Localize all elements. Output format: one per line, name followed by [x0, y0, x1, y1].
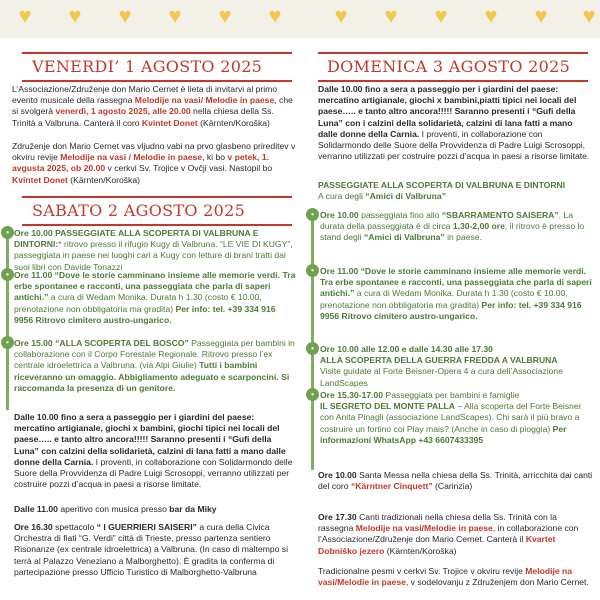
sat-paragraph-2: Dalle 11.00 aperitivo con musica presso bar da Miky	[14, 504, 217, 514]
green-bar	[6, 230, 9, 410]
heart-icon: ♥	[582, 3, 596, 28]
pin-icon: •	[1, 268, 14, 281]
sun-paragraph-1: Dalle 10.00 fino a sera a passeggio per i giardini del paese: mercatino artigianale, giochi x bambini,piatti tipici nei locali del paese….. e tanto altro ancora!!!!! Saranno presenti i “Gufi della Luna” con i calzini della solidarietà, calzini di lana fatti a mano dalle donne della Carnia. I proventi, in collaborazione con Solidarmondo delle Suore della Provvidenza di Padre Luigi Scrosoppi, verranno utilizzati per costruire pozzi d’acqua in paesi a risorse limitate.	[318, 84, 590, 162]
friday-title: VENERDI’ 1 AGOSTO 2025	[32, 57, 263, 76]
pin-icon: •	[306, 342, 319, 355]
saturday-title: SABATO 2 AGOSTO 2025	[32, 201, 246, 220]
sat-event-1: Ore 10.00 PASSEGGIATE ALLA SCOPERTA DI VALBRUNA E DINTORNI:* ritrovo presso il rifugio Kugy di Valbruna. “LE VIE DI KUGY”, passeggiata in paese nei luoghi cari a Kugy con letture di brani tratti dai suoi libri con Davide Tonazzi	[14, 228, 293, 272]
pin-icon: •	[306, 388, 319, 401]
divider	[22, 224, 292, 226]
divider	[22, 52, 292, 54]
pin-icon: •	[306, 208, 319, 221]
heart-icon: ♥	[118, 3, 132, 28]
sun-event-2: Ore 11.00 “Dove le storie camminano insieme alle memorie verdi. Tra erbe spontanee e racconti, una passeggiata che parla di saperi antichi.” a cura di Wedam Monika. Durata h 1.30 (costo € 10.00, prenotazione non obbligatoria ma gradita) Per info: tel. +39 334 916 9956 Ritrovo cimitero austro-ungarico.	[320, 266, 592, 321]
heart-icon: ♥	[268, 3, 282, 28]
pin-icon: •	[1, 336, 14, 349]
sat-event-3: Ore 15.00 “ALLA SCOPERTA DEL BOSCO” Passeggiata per bambini in collaborazione con il Corpo Forestale Regionale. Ritrovo presso l’ex centrale idroelettrica a Valbruna. (via Alpi Giulie) Tutti i bambini riceveranno un omaggio. Abbigliamento adeguato e scarponcini. Si raccomanda la presenza di un genitore.	[14, 338, 295, 393]
heart-icon: ♥	[218, 3, 232, 28]
divider	[318, 52, 588, 54]
friday-slovenian-text: Združenje don Mario Cernet vas vljudno vabi na prvo glasbeno prireditev v okviru revije Melodije na vasi / Melodie in paese, ki bo v petek, 1. avgusta 2025, ob 20.00 v cerkvi Sv. Trojice v Ovčji vasi. Nastopil bo Kvintet Donet (Kärnten/Koroška)	[12, 141, 296, 185]
green-bar	[311, 210, 314, 470]
divider	[22, 196, 292, 198]
heart-icon: ♥	[534, 3, 548, 28]
heart-icon: ♥	[334, 3, 348, 28]
sun-section-subtitle: A cura degli “Amici di Valbruna”	[318, 191, 447, 201]
heart-icon: ♥	[384, 3, 398, 28]
hearts-decoration	[0, 3, 600, 28]
pin-icon: •	[306, 264, 319, 277]
sun-paragraph-2: Ore 10.00 Santa Messa nella chiesa della Ss. Trinità, arricchita dai canti del coro “Kärntner Cinquett” (Carinzia)	[318, 470, 593, 492]
sat-event-2: Ore 11.00 “Dove le storie camminano insieme alle memorie verdi. Tra erbe spontanee e racconti, una passeggiata che parla di saperi antichi.” a cura di Wedam Monika. Durata h 1.30 (costo € 10.00, prenotazione non obbligatoria ma gradita) Per info: tel. +39 334 916 9956 Ritrovo cimitero austro-ungarico.	[14, 270, 296, 325]
sunday-title: DOMENICA 3 AGOSTO 2025	[327, 57, 571, 76]
sun-paragraph-3: Ore 17.30 Canti tradizionali nella chiesa della Ss. Trinità con la rassegna Melodije na vasi/Melodie in paese, in collaborazione con l’Associazione/Združenje don Mario Cernet. Canterà il Kvartet Dobniško jezero (Kärnten/Koroška)	[318, 512, 579, 556]
sun-paragraph-4: Tradicionalne pesmi v cerkvi Sv. Trojice v okviru revije Melodije na vasi/Melodie in paese, v sodelovanju z Združenjem don Mario Cernet.	[318, 566, 589, 588]
heart-icon: ♥	[434, 3, 448, 28]
sun-event-3: Ore 10.00 alle 12.00 e dalle 14.30 alle 17.30 ALLA SCOPERTA DELLA GUERRA FREDDA A VALBRUNA Visite guidate al Forte Beisner-Opera 4 a cura dell’Associazione LandScapes	[320, 344, 563, 388]
sun-event-4: Ore 15.30-17.00 Passeggiata per bambini e famiglie IL SEGRETO DEL MONTE PALLA – Alla scoperta del Forte Beisner con Anita Pinagli (associazione LandScapes). Chi sarà il più bravo a costruire un fortino coi Play mais? (Anche in caso di pioggia) Per informazioni WhatsApp +43 6607433395	[320, 390, 582, 445]
divider	[318, 80, 588, 82]
sun-section-title: PASSEGGIATE ALLA SCOPERTA DI VALBRUNA E DINTORNI	[318, 180, 566, 190]
heart-icon: ♥	[484, 3, 498, 28]
heart-icon: ♥	[18, 3, 32, 28]
sat-paragraph-1: Dalle 10.00 fino a sera a passeggio per i giardini del paese: mercatino artigianale, giochi x bambini, giochi tipici nei locali del paese….. e tanto altro ancora!!!!! Saranno presenti i “Gufi della Luna” con calzini della solidarietà, calzini di lana fatti a mano dalle donne della Carnia. I proventi, in collaborazione con Solidarmondo delle Suore della Provvidenza di Padre Luigi Scrosoppi, verranno utilizzati per costruire pozzi d’acqua in paesi a risorse limitate.	[14, 412, 293, 490]
pin-icon: •	[1, 226, 14, 239]
sat-paragraph-3: Ore 16.30 spettacolo “ I GUERRIERI SAISERI” a cura della Civica Orchestra di fiati “G. Verdi” città di Trieste, presso partenza sentiero Risonanze (ex centrale idroelettrica) a Valbruna. (In caso di maltempo si terrà al Palazzo Veneziano a Malborghetto). È gradita la conferma di partecipazione presso Ufficio Turistico di Malborghetto-Valbruna	[14, 522, 289, 577]
heart-icon: ♥	[168, 3, 182, 28]
divider	[22, 80, 292, 82]
heart-icon: ♥	[68, 3, 82, 28]
sun-event-1: Ore 10.00 passeggiata fino allo “SBARRAMENTO SAISERA”. La durata della passeggiata è di circa 1,30-2,00 ore, il ritrovo è presso lo stand degli “Amici di Valbruna” in paese.	[320, 210, 585, 243]
friday-italian-text: L’Associazione/Združenje don Mario Cernet è lieta di invitarvi al primo evento musicale della rassegna Melodije na vasi/ Melodie in paese, che si svolgerà venerdì, 1 agosto 2025, alle 20.00 nella chiesa della Ss. Trinità a Valbruna. Canterà il coro Kvintet Donet (Kärnten/Koroška)	[12, 84, 293, 128]
